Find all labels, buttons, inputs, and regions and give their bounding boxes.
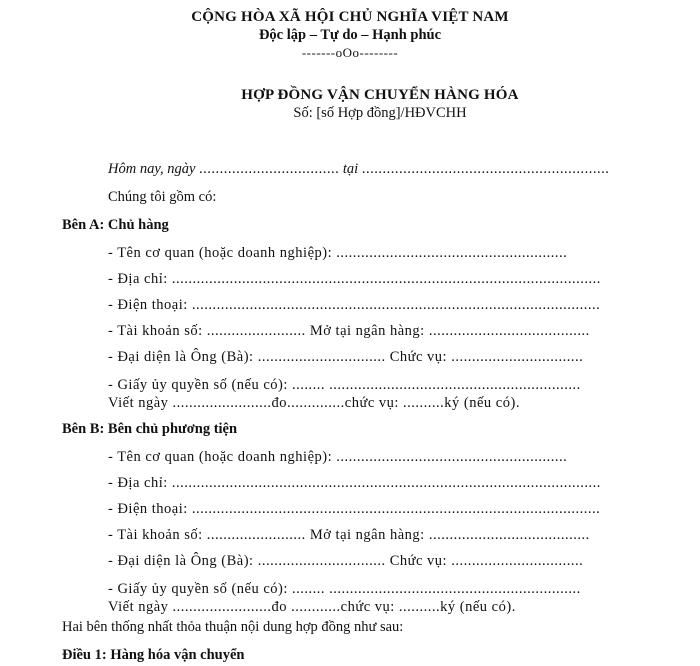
party-a-account: - Tài khoản số: ........................ Mở tại ngân hàng: ....................................... xyxy=(108,323,590,339)
date-place-line xyxy=(108,160,609,178)
party-b-representative: - Đại diện là Ông (Bà): ............................... Chức vụ: ................................ xyxy=(108,553,584,569)
contract-number: Số: [số Hợp đồng]/HĐVCHH xyxy=(293,105,467,121)
party-a-phone: - Điện thoại: ................................................................................................... xyxy=(108,297,601,313)
date-dots: .................................. xyxy=(199,161,340,177)
agreement-line: Hai bên thống nhất thỏa thuận nội dung hợp đồng như sau: xyxy=(62,619,404,635)
party-b-phone: - Điện thoại: ................................................................................................... xyxy=(108,501,601,517)
party-b-signed: Viết ngày ........................đo ............chức vụ: ..........ký (nếu có). xyxy=(108,599,516,615)
date-label: Hôm nay, ngày xyxy=(108,161,196,177)
party-a-address: - Địa chỉ: ........................................................................................................ xyxy=(108,271,601,287)
motto: Độc lập – Tự do – Hạnh phúc xyxy=(258,27,442,43)
place-dots: ............................................................ xyxy=(361,161,610,177)
header-separator: -------oOo-------- xyxy=(301,45,399,60)
party-b-org: - Tên cơ quan (hoặc doanh nghiệp): ........................................................ xyxy=(108,449,568,465)
nation-header: CỘNG HÒA XÃ HỘI CHỦ NGHĨA VIỆT NAM xyxy=(191,9,509,25)
place-label: tại xyxy=(342,161,359,177)
article-1-heading: Điều 1: Hàng hóa vận chuyển xyxy=(62,647,245,663)
contract-title: HỢP ĐỒNG VẬN CHUYỂN HÀNG HÓA xyxy=(241,87,519,103)
party-a-signed: Viết ngày ........................đo..............chức vụ: ..........ký (nếu có). xyxy=(108,395,520,411)
party-b-authorization: - Giấy ủy quyền số (nếu có): ........ ............................................................. xyxy=(108,581,581,597)
we-are-line: Chúng tôi gồm có: xyxy=(108,189,217,205)
party-b-heading: Bên B: Bên chủ phương tiện xyxy=(62,421,238,437)
party-b-account: - Tài khoản số: ........................ Mở tại ngân hàng: ....................................... xyxy=(108,527,590,543)
party-b-address: - Địa chỉ: ........................................................................................................ xyxy=(108,475,601,491)
party-a-authorization: - Giấy ủy quyền số (nếu có): ........ ............................................................. xyxy=(108,377,581,393)
party-a-representative: - Đại diện là Ông (Bà): ............................... Chức vụ: ................................ xyxy=(108,349,584,365)
party-a-org: - Tên cơ quan (hoặc doanh nghiệp): ........................................................ xyxy=(108,245,568,261)
party-a-heading: Bên A: Chủ hàng xyxy=(62,217,169,233)
